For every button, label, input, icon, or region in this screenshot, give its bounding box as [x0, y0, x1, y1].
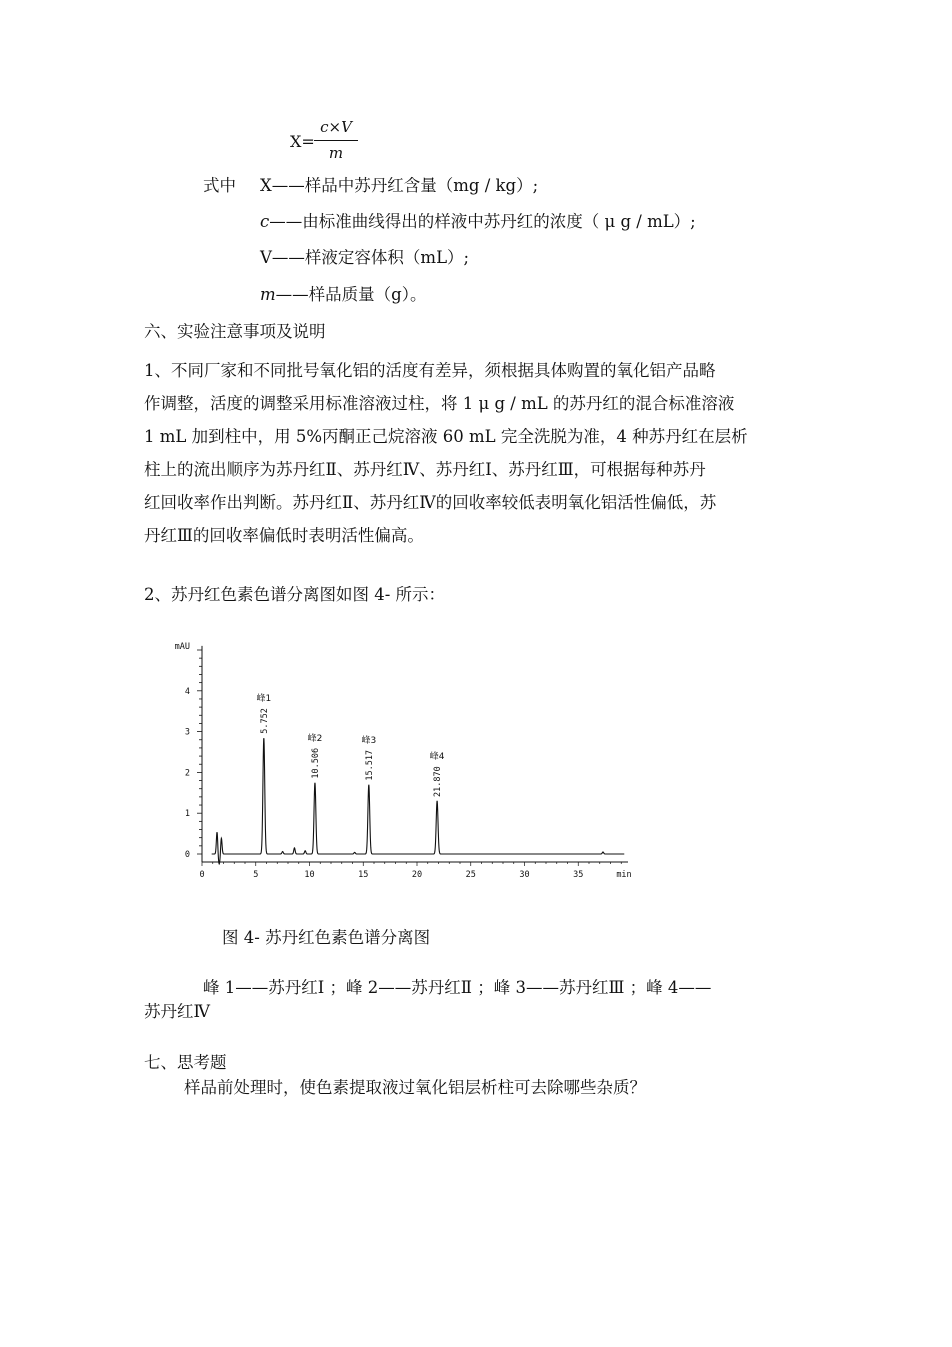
- peak-name-label: 峰4: [429, 752, 445, 763]
- y-tick-label: 3: [184, 727, 190, 738]
- section-heading-6: 六、实验注意事项及说明: [144, 322, 326, 341]
- x-tick-label: 35: [573, 870, 584, 880]
- note-line: 作调整，活度的调整采用标准溶液过柱，将 1 μ g / mL 的苏丹红的混合标准溶液: [144, 394, 735, 413]
- y-tick-label: 0: [184, 850, 190, 860]
- definition-intro: 式中: [203, 176, 236, 195]
- x-tick-label: 10: [304, 870, 315, 880]
- formula-numerator: c×V: [320, 118, 352, 136]
- definition-symbol: c: [260, 212, 270, 231]
- x-tick-label: 30: [519, 870, 530, 880]
- peak-legend-line-2: 苏丹红Ⅳ: [144, 1002, 210, 1021]
- chromatogram-chart: [170, 632, 650, 912]
- x-tick-label: 20: [411, 870, 423, 880]
- y-tick-label: 4: [184, 686, 190, 697]
- section-heading-7: 七、思考题: [144, 1053, 227, 1072]
- chromatogram-trace: [212, 738, 625, 864]
- note-line: 1、不同厂家和不同批号氧化铝的活度有差异，须根据具体购置的氧化铝产品略: [144, 361, 716, 380]
- retention-time-label: 21.870: [433, 766, 444, 797]
- peak-name-label: 峰1: [256, 694, 272, 705]
- fraction-bar: [314, 140, 358, 141]
- peak-legend-line-1: 峰 1——苏丹红Ⅰ ；峰 2——苏丹红Ⅱ ；峰 3——苏丹红Ⅲ ；峰 4——: [203, 978, 712, 997]
- x-tick-label: 25: [465, 870, 476, 880]
- x-tick-label: 5: [253, 870, 259, 880]
- peak-name-label: 峰2: [307, 733, 323, 744]
- definition-text: ——由标准曲线得出的样液中苏丹红的浓度（ μ g / mL）;: [269, 212, 696, 231]
- note-2: 2、苏丹红色素色谱分离图如图 4- 所示：: [144, 585, 446, 604]
- definition-text: ——样液定容体积（mL）;: [271, 248, 470, 267]
- note-line: 柱上的流出顺序为苏丹红Ⅱ、苏丹红Ⅳ、苏丹红Ⅰ、苏丹红Ⅲ，可根据每种苏丹: [144, 460, 706, 479]
- formula-denominator: m: [328, 144, 344, 162]
- definition-c: [260, 212, 696, 232]
- definition-symbol: V: [260, 248, 272, 267]
- figure-caption: 图 4- 苏丹红色素色谱分离图: [222, 928, 431, 947]
- definition-symbol: X: [260, 176, 272, 195]
- definition-text: ——样品中苏丹红含量（mg / kg）;: [271, 176, 539, 195]
- question-text: 样品前处理时，使色素提取液过氧化铝层析柱可去除哪些杂质？: [184, 1078, 646, 1097]
- x-axis-label: min: [616, 870, 632, 880]
- x-tick-label: 15: [358, 870, 369, 880]
- y-tick-label: 1: [184, 809, 190, 820]
- formula-lhs: X=: [290, 132, 315, 151]
- retention-time-label: 5.752: [259, 708, 270, 734]
- definition-m: [260, 285, 426, 305]
- y-tick-label: 2: [184, 768, 190, 779]
- note-line: 丹红Ⅲ的回收率偏低时表明活性偏高。: [144, 526, 424, 545]
- definition-symbol: m: [260, 285, 276, 304]
- note-1: [144, 354, 816, 552]
- y-axis-label: mAU: [174, 641, 190, 652]
- retention-time-label: 15.517: [364, 749, 375, 781]
- peak-name-label: 峰3: [361, 735, 377, 746]
- definition-v: [260, 248, 469, 268]
- definition-text: ——样品质量（g）。: [275, 285, 427, 304]
- definition-x: [260, 176, 538, 196]
- note-line: 红回收率作出判断。苏丹红Ⅱ、苏丹红Ⅳ的回收率较低表明氧化铝活性偏低，苏: [144, 493, 717, 512]
- retention-time-label: 10.506: [310, 747, 321, 779]
- x-tick-label: 0: [199, 870, 205, 880]
- note-line: 1 mL 加到柱中，用 5%丙酮正己烷溶液 60 mL 完全洗脱为准，4 种苏丹红在层析: [144, 427, 748, 446]
